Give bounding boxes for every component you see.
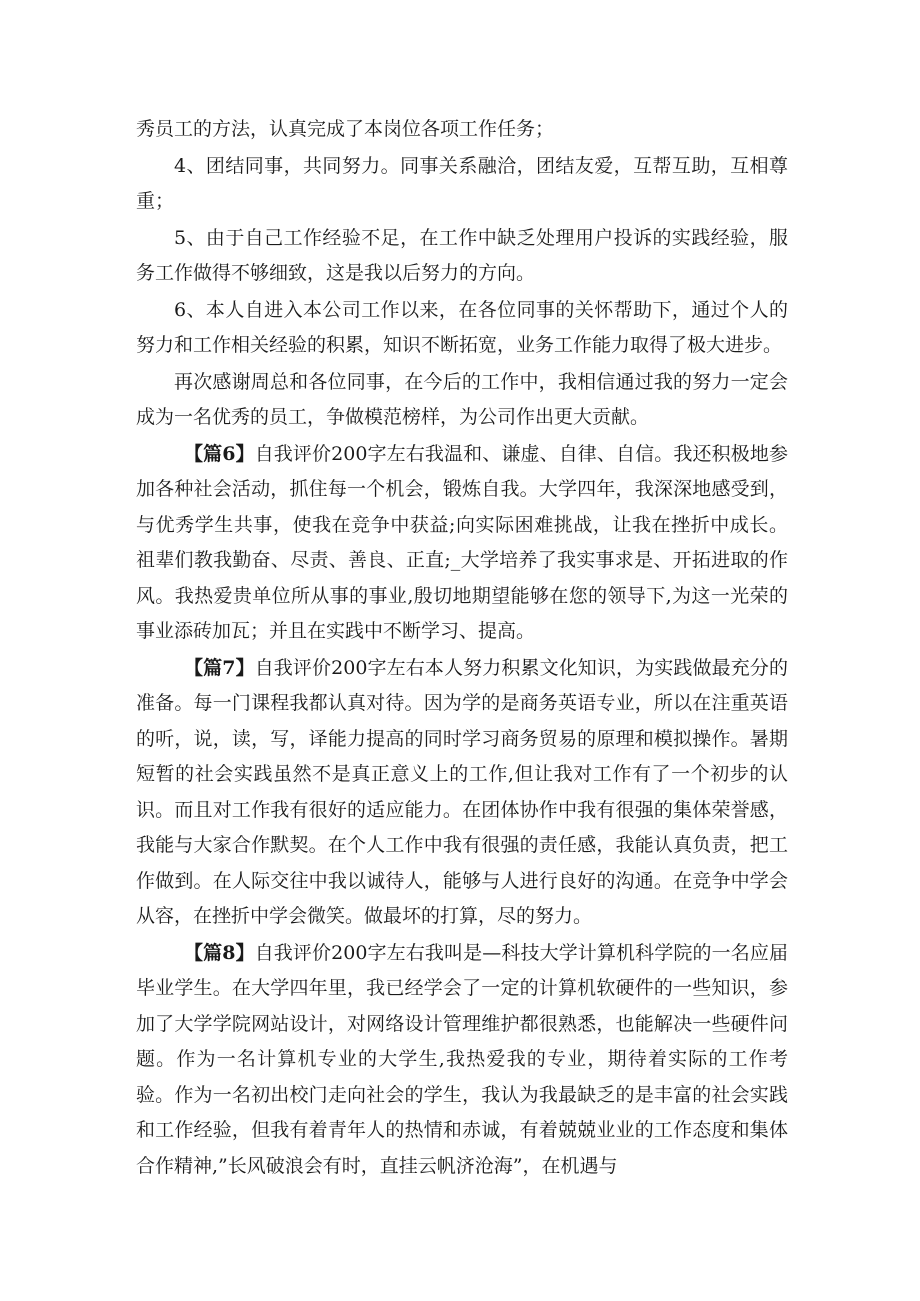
section-6 [136,437,788,650]
section-8-text: 自我评价200字左右我叫是—科技大学计算机科学院的一名应届毕业学生。在大学四年里，我已经学会了一定的计算机软硬件的一些知识，参加了大学学院网站设计，对网络设计管理维护都很熟悉，也能解决一些硬件问题。作为一名计算机专业的大学生,我热爱我的专业，期待着实际的工作考验。作为一名初出校门走向社会的学生，我认为我最缺乏的是丰富的社会实践和工作经验，但我有着青年人的热情和赤诚，有着兢兢业业的工作态度和集体合作精神,”长风破浪会有时，直挂云帆济沧海”，在机遇与 [136,941,788,1177]
paragraph-item-5: 5、由于自己工作经验不足，在工作中缺乏处理用户投诉的实践经验，服务工作做得不够细致，这是我以后努力的方向。 [136,226,788,284]
paragraph-continuation: 秀员工的方法，认真完成了本岗位各项工作任务； [136,118,555,140]
paragraph-item-6: 6、本人自进入本公司工作以来，在各位同事的关怀帮助下，通过个人的努力和工作相关经验的积累，知识不断拓宽，业务工作能力取得了极大进步。 [136,298,788,356]
section-8 [136,936,788,1185]
section-6-text: 自我评价200字左右我温和、谦虚、自律、自信。我还积极地参加各种社会活动，抓住每一个机会，锻炼自我。大学四年，我深深地感受到，与优秀学生共事，使我在竞争中获益;向实际困难挑战，让我在挫折中成长。祖辈们教我勤奋、尽责、善良、正直;_大学培养了我实事求是、开拓进取的作风。我热爱贵单位所从事的事业,殷切地期望能够在您的领导下,为这一光荣的事业添砖加瓦；并且在实践中不断学习、提高。 [136,442,788,642]
section-7-text: 自我评价200字左右本人努力积累文化知识，为实践做最充分的准备。每一门课程我都认真对待。因为学的是商务英语专业，所以在注重英语的听，说，读，写，译能力提高的同时学习商务贸易的原理和模拟操作。暑期短暂的社会实践虽然不是真正意义上的工作,但让我对工作有了一个初步的认识。而且对工作我有很好的适应能力。在团体协作中我有很强的集体荣誉感，我能与大家合作默契。在个人工作中我有很强的责任感，我能认真负责，把工作做到。在人际交往中我以诚待人，能够与人进行良好的沟通。在竞争中学会从容，在挫折中学会微笑。做最坏的打算，尽的努力。 [136,656,788,927]
section-6-label: 【篇6】 [184,442,255,465]
section-7 [136,651,788,935]
paragraph-thanks: 再次感谢周总和各位同事，在今后的工作中，我相信通过我的努力一定会成为一名优秀的员工，争做模范榜样，为公司作出更大贡献。 [136,370,788,428]
document-body [136,112,788,1184]
section-8-label: 【篇8】 [184,941,255,964]
section-7-label: 【篇7】 [184,656,255,679]
paragraph-item-4: 4、团结同事，共同努力。同事关系融洽，团结友爱，互帮互助，互相尊重； [136,154,788,212]
